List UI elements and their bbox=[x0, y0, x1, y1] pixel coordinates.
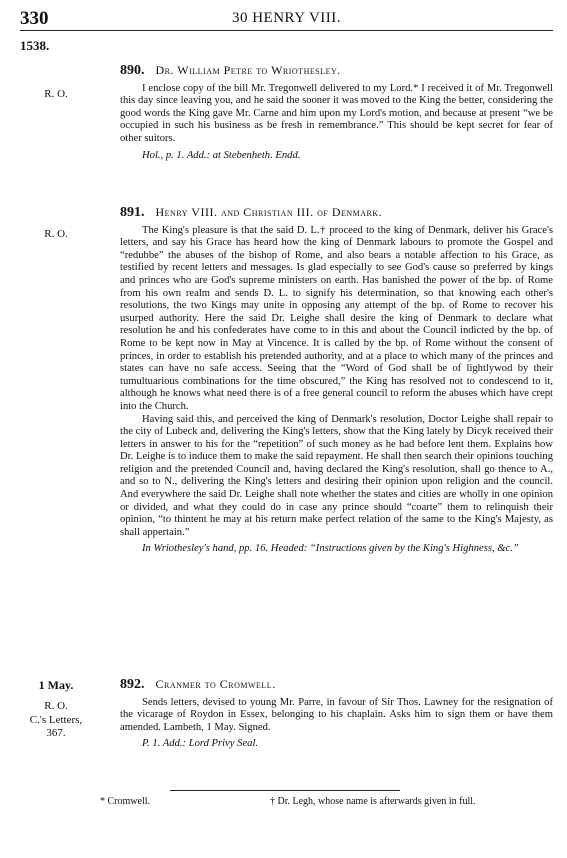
running-head: 30 HENRY VIII. bbox=[231, 10, 342, 26]
entry-heading: Dr. William Petre to Wriothesley. bbox=[155, 63, 341, 77]
entry-title bbox=[120, 64, 553, 78]
entry-paragraph: I enclose copy of the bill Mr. Tregonwell delivered to my Lord.* I received it of Mr. Tregonwell this day since leaving you, and he said the sooner it was moved to the King the better, considering the good words the King gave Mr. Carne and him upon my Lord's motion, and because at present “we be occupied in such his business as be fresh in remembrance.” This should be kept secret for fear of other suitors. bbox=[120, 82, 553, 144]
footnote: * Cromwell. bbox=[100, 796, 150, 807]
entry-number: 891. bbox=[120, 205, 145, 220]
entry-body bbox=[120, 64, 553, 162]
entry-890 bbox=[20, 64, 553, 174]
entry-source: R. O. bbox=[44, 228, 68, 240]
entry-heading: Cranmer to Cromwell. bbox=[155, 677, 276, 691]
entry-892 bbox=[20, 678, 553, 778]
entry-source: R. O. bbox=[44, 700, 68, 712]
year-marker: 1538. bbox=[20, 38, 50, 53]
entry-paragraph: Sends letters, devised to young Mr. Parre, in favour of Sir Thos. Lawney for the resignation of the vicarage of Roydon in Essex, belonging to his chaplain. Asks him to sign them or have them amended. Lambeth, 1 May. Signed. bbox=[120, 696, 553, 733]
page-number: 330 bbox=[20, 8, 49, 29]
entry-paragraph: Having said this, and perceived the king of Denmark's resolution, Doctor Leighe shall repair to the city of Lubeck and, delivering the King's letters, show that the King lately by Dicyk received their letters in answer to his for the “repetition” of such money as he had before lent them. Explains how Dr. Leighe is to induce them to make the said repayment. He shall then search their opinions touching religion and the pretended Council and, having declared the King's resolution, shall go thence to A., and so to N., delivering the King's letters and desiring their opinion upon religion and the council. And everywhere the said Dr. Leighe shall note whether the states and cities are wholly in one opinion or divided, and what they could do in case any prince should “coarte” them to relinquish their opinion, “to thintent he may at his return make perfect relation of the same to the King's Majesty, as shall appertain.” bbox=[120, 413, 553, 538]
entry-note: In Wriothesley's hand, pp. 16. Headed: “Instructions given by the King's Highness, &c.” bbox=[142, 543, 519, 555]
entry-heading: Henry VIII. and Christian III. of Denmark. bbox=[155, 205, 383, 219]
footnote-rule bbox=[170, 790, 400, 791]
entry-body bbox=[120, 678, 553, 751]
entry-source-extra: C.'s Letters, 367. bbox=[29, 714, 83, 739]
entry-paragraph: The King's pleasure is that the said D. L.† proceed to the king of Denmark, deliver his Grace's letters, and say his Grace has heard how the king of Denmark labours to promote the Gospel and “redubbe” the abuses of the bishop of Rome, and also bears a notable affection to his Grace, as testified by recent letters and messages. Is glad especially to see God's cause so preferred by kings and princes who are God's supreme ministers on earth. Has banished the power of the bp. of Rome from his own realm and sends D. L. to signify his determination, so that knowing each other's resolutions, the two Kings may unite in opposing any attempt of the bp. of Rome to recover his usurped authority. Here the said Dr. Leighe shall desire the king of Denmark to declare what resolution he and his confederates have come to in this and about the Council indicted by the bp. of Rome to be kept now in May at Vincence. It is called by the bp. of Rome without the consent of princes, in order to establish his pretended authority, and at a place to which many of the princes and states can have no safe access. Seeing that the “Word of God shall be of lightlywod by their tumultuarious combinations for the time obscured,” the King has resolved not to condescend to it, although he knows what need there is of a free general council to reform the abuses which have crept into the Church. bbox=[120, 224, 553, 412]
entry-note: Hol., p. 1. Add.: at Stebenheth. Endd. bbox=[142, 149, 301, 161]
entry-number: 890. bbox=[120, 63, 145, 78]
entry-number: 892. bbox=[120, 677, 145, 692]
entry-title bbox=[120, 678, 553, 692]
footnote: † Dr. Legh, whose name is afterwards given in full. bbox=[270, 796, 476, 807]
header-rule bbox=[20, 30, 553, 31]
page-header bbox=[20, 8, 553, 30]
entry-date: 1 May. bbox=[38, 678, 74, 692]
entry-note: P. 1. Add.: Lord Privy Seal. bbox=[142, 738, 259, 750]
entry-body bbox=[120, 206, 553, 556]
entry-title bbox=[120, 206, 553, 220]
entry-source: R. O. bbox=[44, 88, 68, 100]
entry-891 bbox=[20, 206, 553, 674]
